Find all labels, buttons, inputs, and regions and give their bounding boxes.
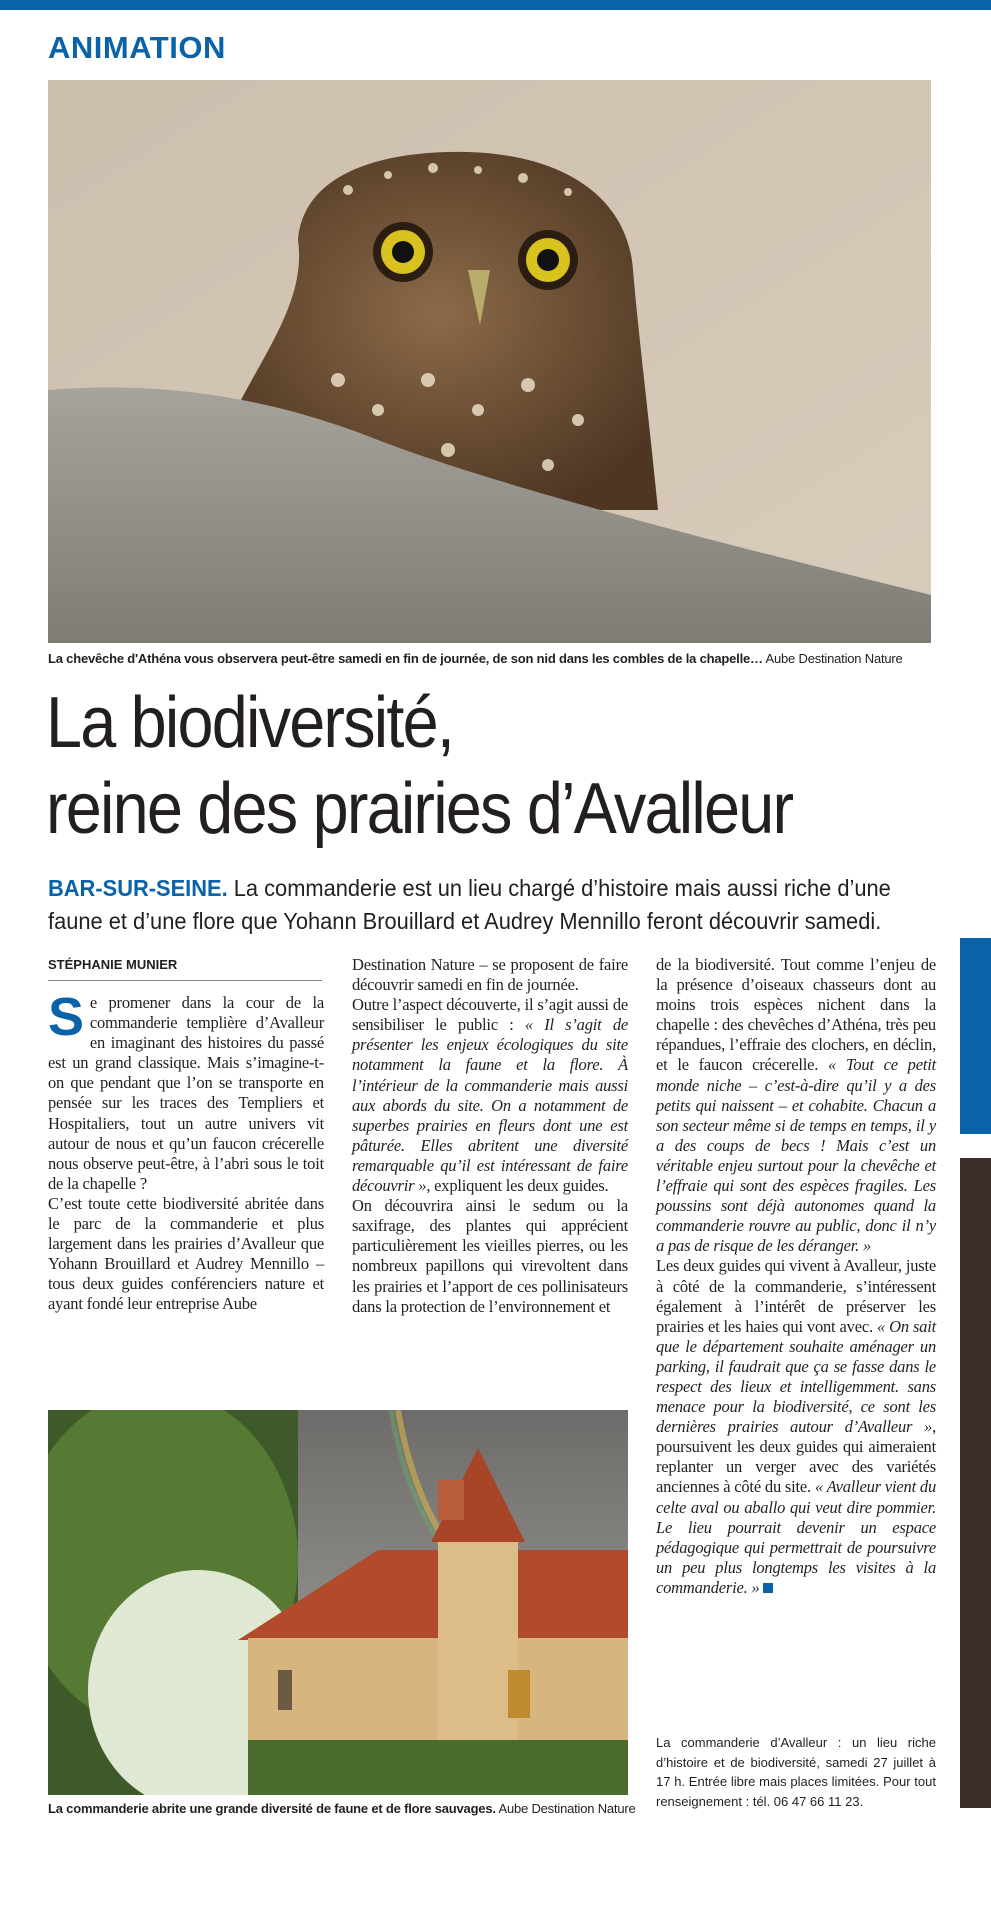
headline-line-1: La biodiversité,	[46, 683, 454, 763]
col2-paragraph-1: Destination Nature – se proposent de faire découvrir samedi en fin de journée.	[352, 955, 628, 995]
owl-caption-credit: Aube Destination Nature	[765, 651, 903, 666]
owl-photo	[48, 80, 931, 643]
section-rubric: ANIMATION	[48, 30, 226, 65]
col1-paragraph-2: C’est toute cette biodiversité abritée dans le parc de la commanderie et plus largement dans les prairies d’Avalleur que Yohann Brouillard et Audrey Mennillo – tous deux guides conférenciers nature et ayant fondé leur entreprise Aube	[48, 1193, 324, 1314]
col2-p2-quote: « Il s’agit de présenter les enjeux écologiques du site notamment la faune et la flore. À l’intérieur de la commanderie mais aussi aux abords du site. On a notamment de superbes prairies en fleurs dont une est pâturée. Elles abritent une diversité remarquable qu’il est intéressant de faire découvrir »	[352, 1015, 628, 1196]
commanderie-photo	[48, 1410, 628, 1795]
side-margin-tab	[960, 938, 991, 1134]
side-margin-photo-edge	[960, 1158, 991, 1808]
col3-p2-mid: , poursuivent les deux guides qui aimeraient replanter un verger avec des variétés anciennes à côté du site.	[656, 1417, 936, 1497]
col2-paragraph-3: On découvrira ainsi le sedum ou la saxifrage, des plantes qui apprécient particulièrement les vieilles pierres, ou les nombreux papillons qui virevoltent dans les prairies et l’apport de ces pollinisateurs dans la protection de l’environnement et	[352, 1196, 628, 1316]
col1-paragraph-1	[48, 987, 324, 1194]
standfirst-text: La commanderie est un lieu chargé d’histoire mais aussi riche d’une faune et d’une flore que Yohann Brouillard et Audrey Mennillo feront découvrir samedi.	[48, 875, 891, 934]
col3-paragraph-1	[656, 955, 936, 1256]
byline: STÉPHANIE MUNIER	[48, 957, 322, 981]
headline	[46, 680, 856, 852]
commanderie-photo-caption	[48, 1801, 636, 1816]
article-column-2	[352, 955, 628, 1317]
top-color-bar	[0, 0, 991, 10]
event-info-box: La commanderie d’Avalleur : un lieu riche d’histoire et de biodiversité, samedi 27 juillet à 17 h. Entrée libre mais places limitées. Pour tout renseignement : tél. 06 47 66 11 23.	[656, 1735, 936, 1809]
standfirst	[48, 872, 932, 938]
article-column-3	[656, 955, 936, 1598]
headline-line-2: reine des prairies d’Avalleur	[46, 769, 793, 849]
standfirst-place: BAR-SUR-SEINE.	[48, 875, 228, 901]
col2-p2-text: Outre l’aspect découverte, il s’agit aussi de sensibiliser le public :	[352, 995, 628, 1035]
commanderie-caption-text: La commanderie abrite une grande diversité de faune et de flore sauvages.	[48, 1801, 496, 1816]
col2-paragraph-2	[352, 995, 628, 1196]
col1-p1-text: e promener dans la cour de la commanderie templière d’Avalleur en imaginant des histoires du passé est un grand classique. Mais s’imagine-t-on que pendant que l’on se transporte en pensée sur les traces des Templiers et Hospitaliers, tout un autre univers vit autour de nous et qu’un faucon crécerelle nous observe peut-être, à l’abri sous le toit de la chapelle ?	[48, 993, 324, 1193]
col3-p2-quote-2: « Avalleur vient du celte aval ou aballo qui veut dire pommier. Le lieu pourrait devenir un espace pédagogique qui permettrait de poursuivre un peu plus longtemps les visites à la commanderie. »	[656, 1477, 936, 1597]
col2-p2-end: , expliquent les deux guides.	[426, 1176, 609, 1196]
col3-p2-text: Les deux guides qui vivent à Avalleur, juste à côté de la commanderie, s’intéressent également à l’intérêt de préserver les prairies et les haies qui vont avec.	[656, 1256, 936, 1336]
col3-p1-quote: « Tout ce petit monde niche – c’est-à-dire qu’il y a des petits qui naissent – et cohabite. Chacun a son secteur même si de temps en temps, il y a des coups de becs ! Mais c’est un véritable enjeu surtout pour la chevêche et l’effraie qui sont des espèces fragiles. Les poussins sont déjà autonomes quand la commanderie rouvre au public, donc il n’y a pas de risque de les déranger. »	[656, 1055, 936, 1256]
commanderie-caption-credit: Aube Destination Nature	[498, 1801, 636, 1816]
drop-cap: S	[48, 987, 84, 1047]
col3-paragraph-2	[656, 1256, 936, 1598]
owl-photo-caption	[48, 651, 903, 666]
end-mark-icon	[763, 1583, 773, 1593]
owl-caption-text: La chevêche d'Athéna vous observera peut-être samedi en fin de journée, de son nid dans les combles de la chapelle…	[48, 651, 763, 666]
col3-p2-quote: « On sait que le département souhaite aménager un parking, il faudrait que ça se fasse dans le respect des lieux et intelligemment. sans menace pour la biodiversité, ce sont les dernières prairies autour d’Avalleur »	[656, 1316, 936, 1437]
article-column-1	[48, 987, 324, 1315]
col3-p1-text: de la biodiversité. Tout comme l’enjeu de la présence d’oiseaux chasseurs dont au moins trois espèces nichent dans la chapelle : des chevêches d’Athéna, très peu répandues, l’effraie des clochers, en déclin, et le faucon crécerelle.	[656, 955, 936, 1075]
